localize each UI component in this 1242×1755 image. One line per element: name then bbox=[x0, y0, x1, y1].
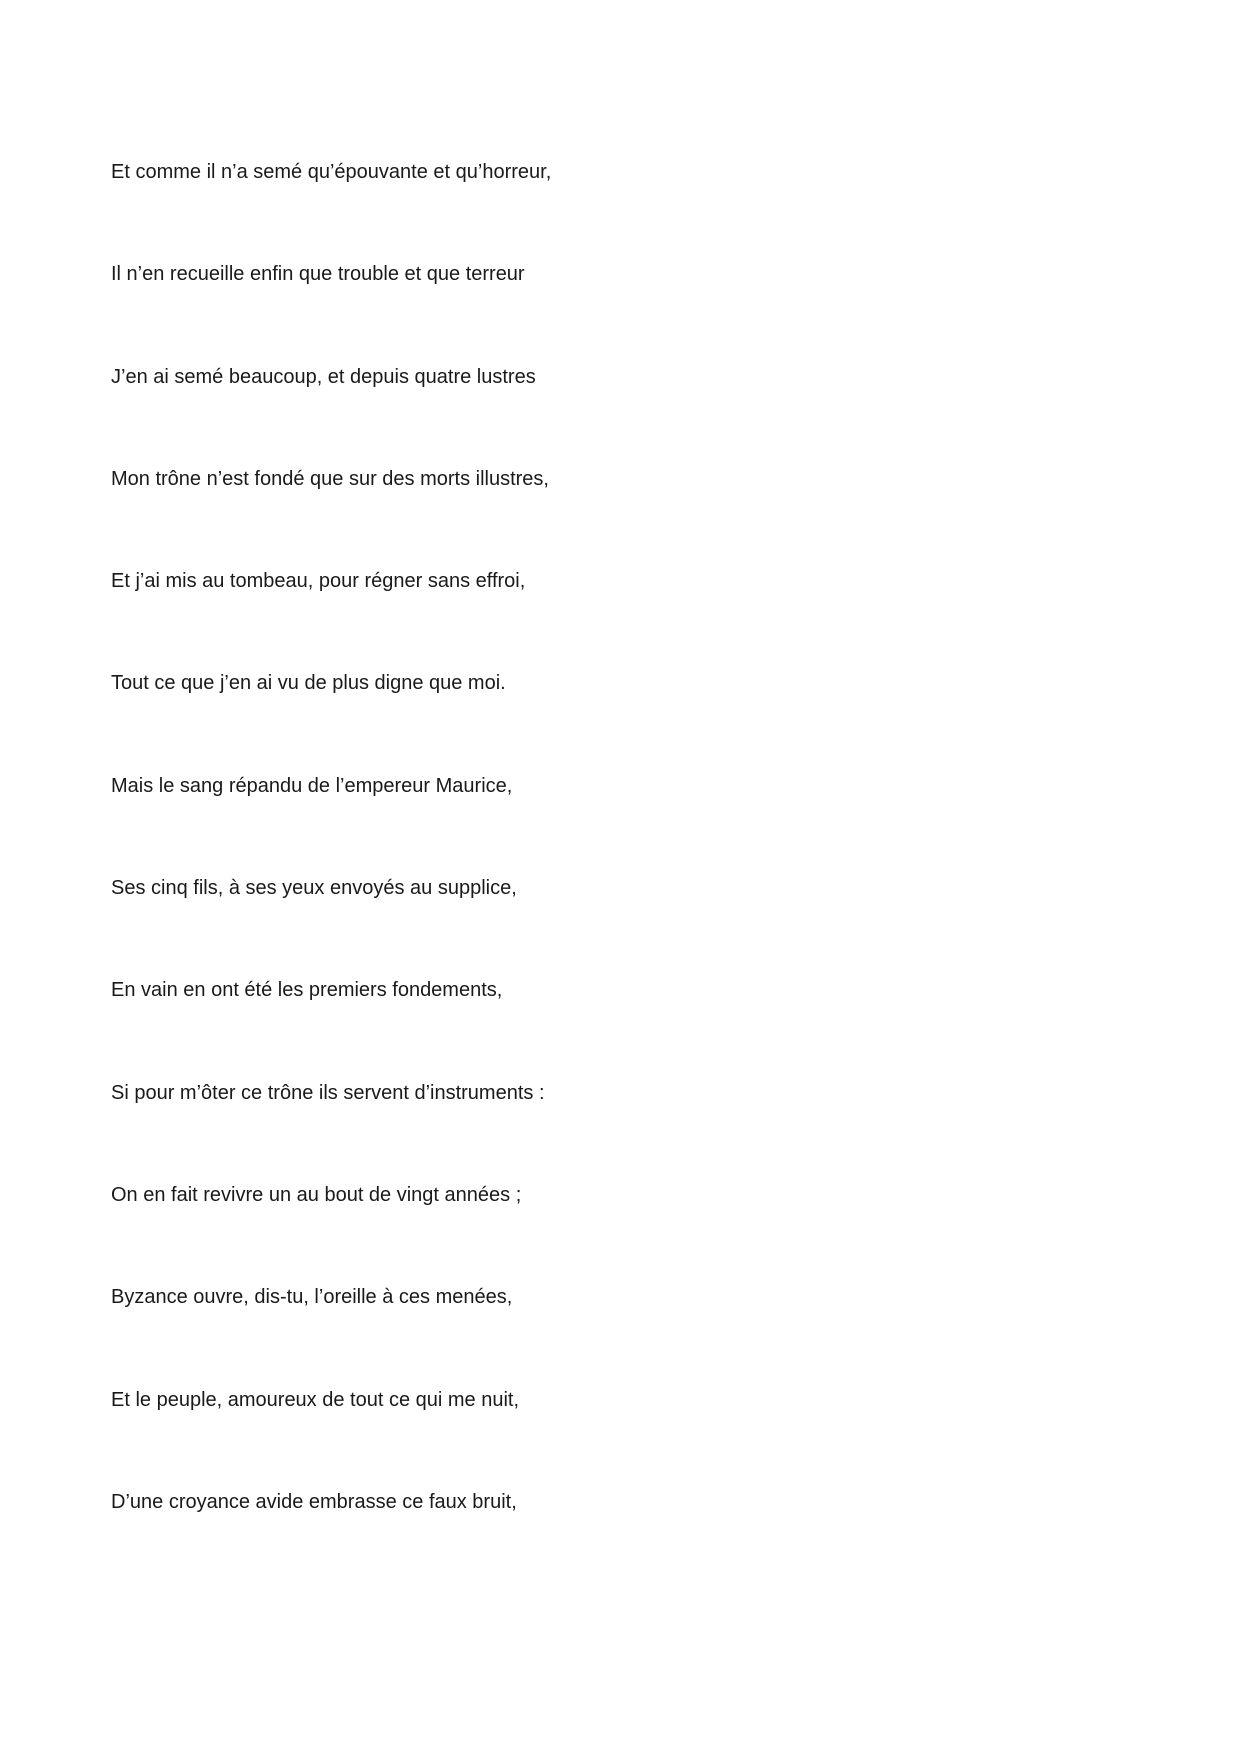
verse-line: Et j’ai mis au tombeau, pour régner sans effroi, bbox=[111, 570, 526, 593]
verse-line: Byzance ouvre, dis-tu, l’oreille à ces menées, bbox=[111, 1286, 513, 1309]
verse-line: Ses cinq fils, à ses yeux envoyés au supplice, bbox=[111, 877, 517, 900]
verse-line: Et le peuple, amoureux de tout ce qui me nuit, bbox=[111, 1388, 520, 1411]
verse-line: En vain en ont été les premiers fondements, bbox=[111, 979, 503, 1002]
verse-line: Il n’en recueille enfin que trouble et que terreur bbox=[111, 263, 525, 286]
verse-line: On en fait revivre un au bout de vingt années ; bbox=[111, 1183, 522, 1206]
verse-line: Mon trône n’est fondé que sur des morts illustres, bbox=[111, 467, 549, 490]
verse-line: Mais le sang répandu de l’empereur Maurice, bbox=[111, 774, 513, 797]
verse-line: Tout ce que j’en ai vu de plus digne que moi. bbox=[111, 672, 506, 695]
verse-line: Si pour m’ôter ce trône ils servent d’instruments : bbox=[111, 1081, 545, 1104]
verse-line: Et comme il n’a semé qu’épouvante et qu’horreur, bbox=[111, 161, 552, 183]
verse-line: J’en ai semé beaucoup, et depuis quatre lustres bbox=[111, 365, 536, 388]
verse-line: D’une croyance avide embrasse ce faux bruit, bbox=[111, 1490, 517, 1513]
verse-list bbox=[111, 160, 551, 1592]
